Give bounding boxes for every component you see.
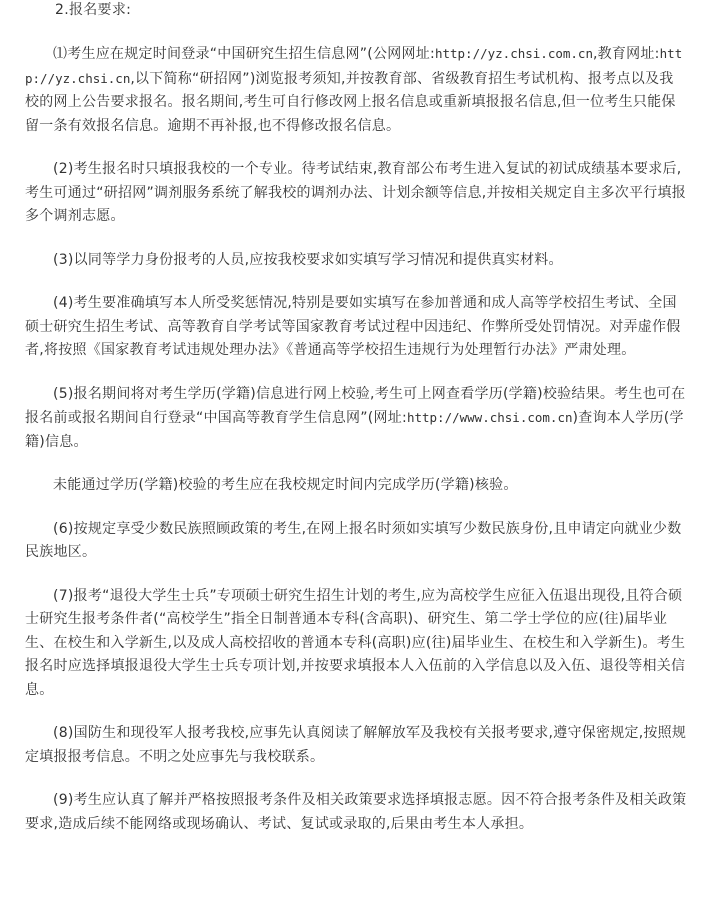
paragraph-5-text-a: (5)报名期间将对考生学历(学籍)信息进行网上校验,考生可上网查看学历(学籍)校验结果。考生也可在报名前或报名期间自行登录“中国高等教育学生信息网”(网址: (25, 385, 686, 426)
url-www-chsi-com-cn: http://www.chsi.com.cn (406, 410, 573, 425)
url-yz-chsi-cn: http://yz.chsi.cn (25, 46, 683, 86)
paragraph-2: (2)考生报名时只填报我校的一个专业。待考试结束,教育部公布考生进入复试的初试成绩基本要求后,考生可通过“研招网”调剂服务系统了解我校的调剂办法、计划余额等信息,并按相关规定自主多次平行填报多个调剂志愿。 (25, 161, 686, 224)
section-heading: 2.报名要求: (55, 2, 132, 18)
paragraph-4: (4)考生要准确填写本人所受奖惩情况,特别是要如实填写在参加普通和成人高等学校招生考试、全国硕士研究生招生考试、高等教育自学考试等国家教育考试过程中因违纪、作弊所受处罚情况。对弄虚作假者,将按照《国家教育考试违规处理办法》《普通高等学校招生违规行为处理暂行办法》严肃处理。 (25, 295, 681, 358)
paragraph-9: (9)考生应认真了解并严格按照报考条件及相关政策要求选择填报志愿。因不符合报考条件及相关政策要求,造成后续不能网络或现场确认、考试、复试或录取的,后果由考生本人承担。 (25, 792, 687, 832)
paragraph-6: (6)按规定享受少数民族照顾政策的考生,在网上报名时须如实填写少数民族身份,且申请定向就业少数民族地区。 (25, 520, 682, 560)
paragraph-5-text-b: )查询本人学历(学籍)信息。 (25, 410, 684, 450)
paragraph-5b: 未能通过学历(学籍)校验的考生应在我校规定时间内完成学历(学籍)核验。 (53, 477, 518, 493)
paragraph-1-text-b: ,教育网址: (592, 46, 660, 62)
paragraph-3: (3)以同等学力身份报考的人员,应按我校要求如实填写学习情况和提供真实材料。 (53, 251, 563, 268)
paragraph-8: (8)国防生和现役军人报考我校,应事先认真阅读了解解放军及我校有关报考要求,遵守保密规定,按照规定填报报考信息。不明之处应事先与我校联系。 (25, 725, 687, 765)
paragraph-5 (25, 383, 687, 455)
paragraph-1 (25, 42, 687, 138)
url-yz-chsi-com-cn: http://yz.chsi.com.cn (434, 46, 593, 61)
document-body (25, 0, 687, 836)
paragraph-1-text-c: ,以下简称“研招网”)浏览报考须知,并按教育部、省级教育招生考试机构、报考点以及我校的网上公告要求报名。报名期间,考生可自行修改网上报名信息或重新填报报名信息,但一位考生只能保留一条有效报名信息。逾期不再补报,也不得修改报名信息。 (25, 70, 676, 134)
paragraph-1-text-a: ⑴考生应在规定时间登录“中国研究生招生信息网”(公网网址: (53, 46, 435, 62)
paragraph-7: (7)报考“退役大学生士兵”专项硕士研究生招生计划的考生,应为高校学生应征入伍退出现役,且符合硕士研究生报考条件者(“高校学生”指全日制普通本专科(含高职)、研究生、第二学士学位的应(往)届毕业生、在校生和入学新生,以及成人高校招收的普通本专科(高职)应(往)届毕业生、在校生和入学新生)。考生报名时应选择填报退役大学生士兵专项计划,并按要求填报本人入伍前的入学信息以及入伍、退役等相关信息。 (25, 587, 686, 698)
